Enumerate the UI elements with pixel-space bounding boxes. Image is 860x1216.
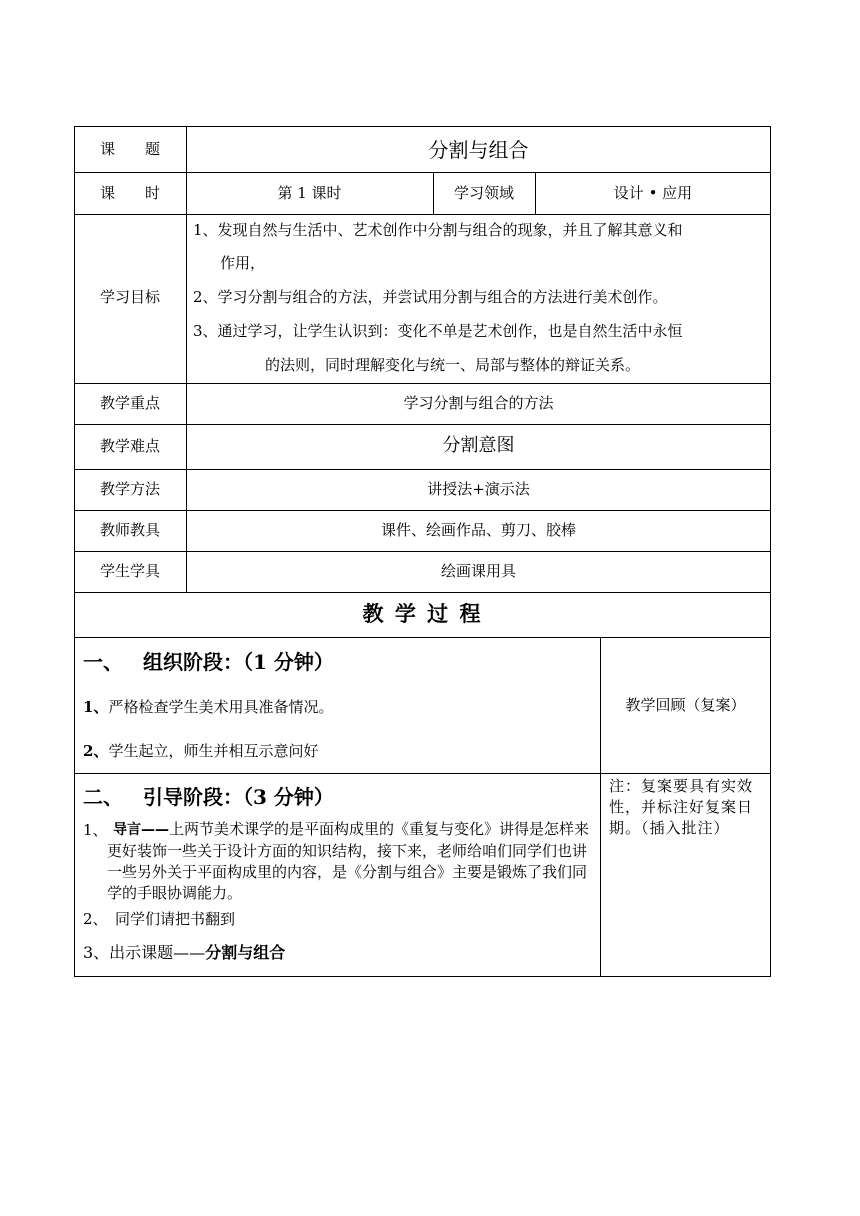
teacher-tools-value: 课件、绘画作品、剪刀、胶棒 — [380, 521, 576, 539]
stage1-item-2-num: 2、 — [83, 742, 109, 760]
field-value: 设计 • 应用 — [613, 184, 693, 202]
stage2-item-3-prefix: 3、出示课题—— — [83, 943, 206, 962]
row-divider — [74, 510, 771, 511]
stage1-item-1 — [83, 700, 333, 715]
field-label: 学习领域 — [453, 184, 514, 202]
stage2-heading: 引导阶段：（3 分钟） — [143, 785, 334, 809]
process-title: 教 学 过 程 — [362, 601, 483, 626]
stage1-item-2 — [83, 744, 318, 759]
stage2-item-3 — [83, 945, 285, 961]
intro-text: 上两节美术课学的是平面构成里的《重复与变化》讲得是怎样来更好装饰一些关于设计方面的知识结构，接下来，老师给咱们同学们也讲一些另外关于平面构成里的内容，是《分割与组合》主要是锻炼了我们同学的手眼协调能力。 — [107, 820, 590, 902]
row-divider — [74, 383, 771, 384]
stage2-item-1-num: 1、 — [83, 821, 108, 839]
objectives-label: 学习目标 — [99, 288, 160, 306]
objective-1-cont: 作用， — [220, 254, 266, 272]
student-tools-label: 学生学具 — [99, 562, 160, 580]
stage1-item-2-text: 学生起立，师生并相互示意问好 — [108, 742, 319, 760]
difficulty-value: 分割意图 — [442, 435, 515, 456]
objective-1: 1、发现自然与生活中、艺术创作中分割与组合的现象，并且了解其意义和 — [193, 221, 683, 239]
row-divider — [74, 214, 771, 215]
key-point-label: 教学重点 — [99, 394, 160, 412]
stage1-note: 教学回顾（复案） — [625, 696, 746, 714]
row-divider — [74, 551, 771, 552]
stage2-number: 二、 — [83, 785, 123, 809]
student-tools-value: 绘画课用具 — [440, 562, 516, 580]
period-label: 课 时 — [99, 184, 160, 202]
method-value: 讲授法+演示法 — [427, 480, 530, 498]
column-divider — [600, 637, 601, 977]
row-divider — [74, 172, 771, 173]
topic-label: 课 题 — [99, 140, 160, 158]
objective-2: 2、学习分割与组合的方法，并尝试用分割与组合的方法进行美术创作。 — [193, 288, 668, 306]
row-divider — [74, 592, 771, 593]
stage2-note: 注：复案要具有实效性，并标注好复案日期。（插入批注） — [609, 777, 754, 837]
row-divider — [74, 773, 771, 774]
stage1-item-1-num: 1、 — [83, 698, 109, 716]
row-divider — [74, 637, 771, 638]
row-divider — [74, 469, 771, 470]
stage1-heading: 组织阶段：（1 分钟） — [143, 650, 334, 674]
stage1-item-1-text: 严格检查学生美术用具准备情况。 — [108, 698, 334, 716]
objective-3: 3、通过学习，让学生认识到：变化不单是艺术创作，也是自然生活中永恒 — [193, 322, 683, 340]
intro-label: 导言—— — [113, 822, 169, 838]
objective-3-cont: 的法则，同时理解变化与统一、局部与整体的辩证关系。 — [265, 356, 641, 374]
stage2-item-1 — [107, 819, 593, 904]
row-divider — [74, 424, 771, 425]
stage2-item-3-title: 分割与组合 — [205, 943, 286, 962]
difficulty-label: 教学难点 — [99, 437, 160, 455]
key-point-value: 学习分割与组合的方法 — [403, 394, 554, 412]
stage2-item-2: 2、 同学们请把书翻到 — [83, 910, 236, 928]
teacher-tools-label: 教师教具 — [99, 521, 160, 539]
period-value: 第 1 课时 — [277, 184, 342, 202]
stage1-number: 一、 — [83, 650, 123, 674]
method-label: 教学方法 — [99, 480, 160, 498]
lesson-title: 分割与组合 — [428, 138, 529, 162]
